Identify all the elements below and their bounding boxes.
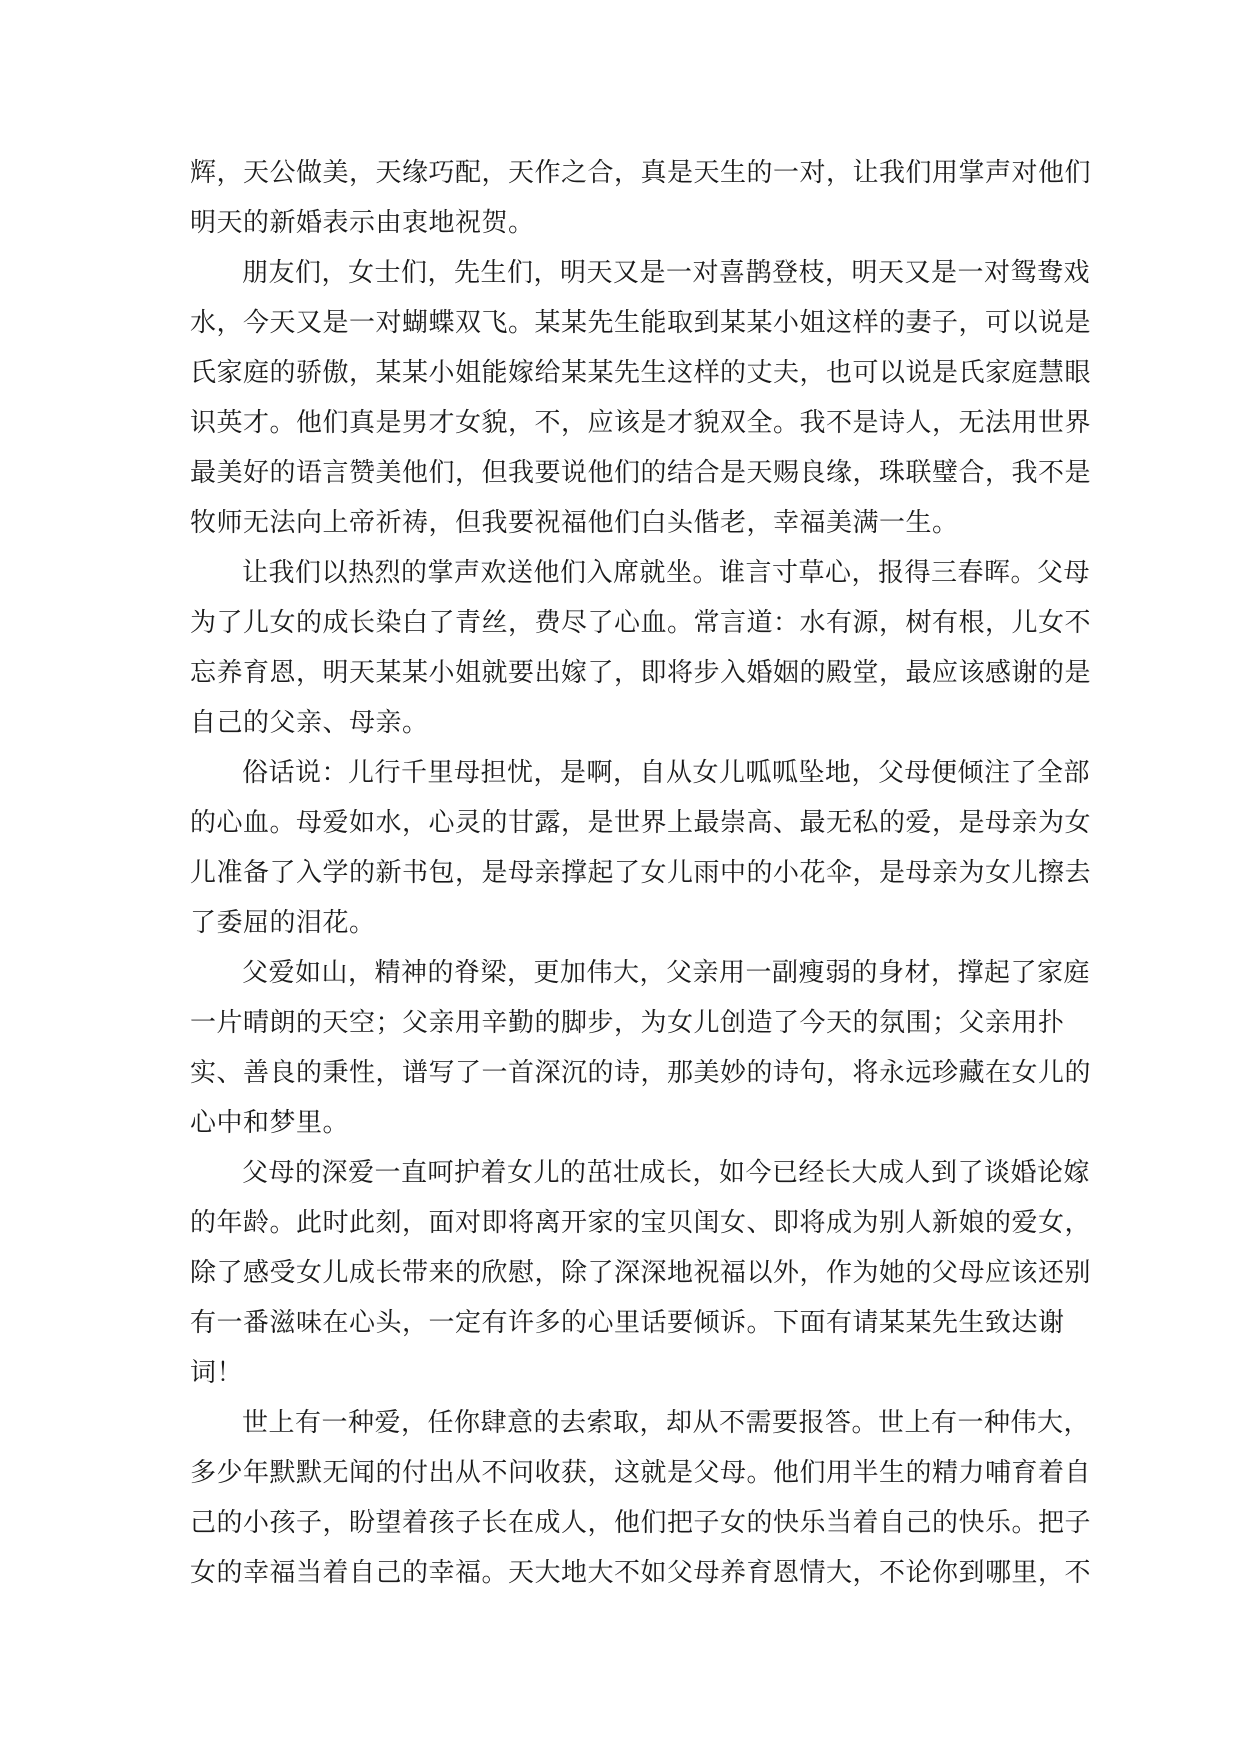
text-line: 最美好的语言赞美他们，但我要说他们的结合是天赐良缘，珠联璧合，我不是 — [190, 458, 1092, 488]
text-line: 父母的深爱一直呵护着女儿的茁壮成长，如今已经长大成人到了谈婚论嫁 — [242, 1158, 1091, 1188]
text-line: 让我们以热烈的掌声欢送他们入席就坐。谁言寸草心，报得三春晖。父母 — [242, 558, 1091, 588]
text-line: 女的幸福当着自己的幸福。天大地大不如父母养育恩情大，不论你到哪里，不 — [190, 1558, 1092, 1588]
text-line: 的心血。母爱如水，心灵的甘露，是世界上最崇高、最无私的爱，是母亲为女 — [190, 808, 1092, 838]
text-line: 实、善良的秉性，谱写了一首深沉的诗，那美妙的诗句，将永远珍藏在女儿的 — [190, 1058, 1092, 1088]
text-line: 儿准备了入学的新书包，是母亲撑起了女儿雨中的小花伞，是母亲为女儿擦去 — [190, 858, 1092, 888]
text-line: 忘养育恩，明天某某小姐就要出嫁了，即将步入婚姻的殿堂，最应该感谢的是 — [190, 658, 1092, 688]
text-line: 父爱如山，精神的脊梁，更加伟大，父亲用一副瘦弱的身材，撑起了家庭 — [242, 958, 1091, 988]
text-line: 心中和梦里。 — [190, 1108, 350, 1138]
text-line: 一片晴朗的天空；父亲用辛勤的脚步，为女儿创造了今天的氛围；父亲用扑 — [190, 1008, 1065, 1038]
text-line: 明天的新婚表示由衷地祝贺。 — [190, 208, 535, 238]
text-line: 世上有一种爱，任你肆意的去索取，却从不需要报答。世上有一种伟大， — [242, 1408, 1091, 1438]
text-line: 为了儿女的成长染白了青丝，费尽了心血。常言道：水有源，树有根，儿女不 — [190, 608, 1092, 638]
document-body — [190, 148, 1092, 1598]
text-line: 自己的父亲、母亲。 — [190, 708, 429, 738]
text-line: 的年龄。此时此刻，面对即将离开家的宝贝闺女、即将成为别人新娘的爱女， — [190, 1208, 1092, 1238]
text-line: 氏家庭的骄傲，某某小姐能嫁给某某先生这样的丈夫，也可以说是氏家庭慧眼 — [190, 358, 1092, 388]
text-line: 多少年默默无闻的付出从不问收获，这就是父母。他们用半生的精力哺育着自 — [190, 1458, 1092, 1488]
text-line: 词！ — [190, 1358, 244, 1388]
text-line: 辉，天公做美，天缘巧配，天作之合，真是天生的一对，让我们用掌声对他们 — [190, 158, 1092, 188]
text-line: 了委屈的泪花。 — [190, 908, 376, 938]
text-line: 除了感受女儿成长带来的欣慰，除了深深地祝福以外，作为她的父母应该还别 — [190, 1258, 1092, 1288]
text-line: 己的小孩子，盼望着孩子长在成人，他们把子女的快乐当着自己的快乐。把子 — [190, 1508, 1092, 1538]
text-line: 牧师无法向上帝祈祷，但我要祝福他们白头偕老，幸福美满一生。 — [190, 508, 959, 538]
text-line: 识英才。他们真是男才女貌，不，应该是才貌双全。我不是诗人，无法用世界 — [190, 408, 1092, 438]
text-line: 水，今天又是一对蝴蝶双飞。某某先生能取到某某小姐这样的妻子，可以说是 — [190, 308, 1092, 338]
text-line: 朋友们，女士们，先生们，明天又是一对喜鹊登枝，明天又是一对鸳鸯戏 — [242, 258, 1091, 288]
text-line: 俗话说：儿行千里母担忧，是啊，自从女儿呱呱坠地，父母便倾注了全部 — [242, 758, 1091, 788]
text-line: 有一番滋味在心头，一定有许多的心里话要倾诉。下面有请某某先生致达谢 — [190, 1308, 1065, 1338]
